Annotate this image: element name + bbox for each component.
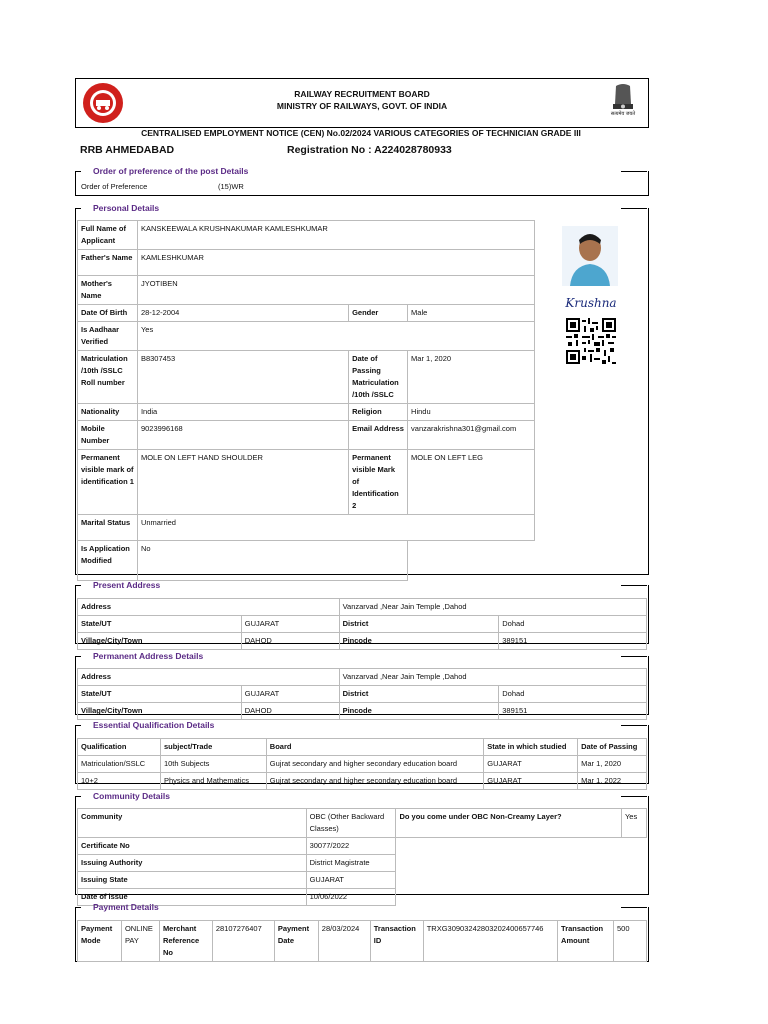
preference-label: Order of Preference (81, 182, 148, 191)
aadhaar-value: Yes (137, 322, 534, 351)
emblem-motto: सत्यमेव जयते (610, 111, 636, 117)
qual-cell: Matriculation/SSLC (78, 756, 161, 773)
frame-tick (75, 656, 81, 657)
father-name-label: Father's Name (78, 250, 138, 276)
payment-table (77, 920, 647, 962)
certificate-value: 30077/2022 (306, 838, 396, 855)
passing-date-label: Date of Passing Matriculation /10th /SSLC (349, 351, 408, 404)
mobile-value: 9023996168 (137, 421, 348, 450)
creamy-layer-value: Yes (621, 809, 646, 838)
frame-tick (621, 208, 647, 209)
mother-name-value: JYOTIBEN (137, 276, 534, 305)
personal-title: Personal Details (93, 203, 160, 213)
applicant-signature: Krushna (565, 296, 617, 310)
qual-cell: 10+2 (78, 773, 161, 790)
qual-cell: GUJARAT (484, 773, 578, 790)
qual-header-subject: subject/Trade (160, 739, 266, 756)
modified-value: No (137, 541, 407, 581)
present-district-label: District (339, 616, 499, 633)
payment-date-value: 28/03/2024 (318, 921, 370, 962)
mobile-label: Mobile Number (78, 421, 138, 450)
qual-cell: Gujrat secondary and higher secondary education board (266, 773, 483, 790)
payment-mode-value: ONLINE PAY (121, 921, 159, 962)
present-address-value: Vanzarvad ,Near Jain Temple ,Dahod (339, 599, 646, 616)
present-village-label: Village/City/Town (78, 633, 242, 650)
present-village-value: DAHOD (241, 633, 339, 650)
permanent-state-value: GUJARAT (241, 686, 339, 703)
permanent-pincode-label: Pincode (339, 703, 499, 720)
frame-tick (75, 171, 81, 172)
merchant-ref-label: Merchant Reference No (159, 921, 212, 962)
gender-value: Male (408, 305, 535, 322)
frame-tick (621, 907, 647, 908)
community-table (77, 808, 647, 906)
present-address-title: Present Address (93, 580, 161, 590)
frame-tick (75, 585, 81, 586)
permanent-village-label: Village/City/Town (78, 703, 242, 720)
qual-cell: Physics and Mathematics (160, 773, 266, 790)
gender-label: Gender (349, 305, 408, 322)
mother-name-label: Mother's Name (78, 276, 138, 305)
issuing-authority-value: District Magistrate (306, 855, 396, 872)
permanent-address-table (77, 668, 647, 720)
payment-title: Payment Details (93, 902, 159, 912)
community-label: Community (78, 809, 307, 838)
full-name-label: Full Name of Applicant (78, 221, 138, 250)
present-address-table (77, 598, 647, 650)
qual-header-state: State in which studied (484, 739, 578, 756)
permanent-address-label: Address (78, 669, 340, 686)
qualification-table (77, 738, 647, 790)
applicant-photo (562, 226, 618, 286)
qr-code (566, 318, 616, 364)
preference-value: (15)WR (218, 182, 244, 191)
table-row (78, 756, 647, 773)
frame-tick (621, 585, 647, 586)
permanent-address-title: Permanent Address Details (93, 651, 204, 661)
transaction-id-value: TRXG3090324280320240065774​6 (423, 921, 557, 962)
present-district-value: Dohad (499, 616, 647, 633)
qual-cell: GUJARAT (484, 756, 578, 773)
frame-tick (75, 796, 81, 797)
frame-tick (75, 725, 81, 726)
frame-tick (75, 208, 81, 209)
frame-tick (75, 907, 81, 908)
table-row (78, 773, 647, 790)
issue-date-value: 10/06/2022 (306, 889, 396, 906)
permanent-pincode-value: 389151 (499, 703, 647, 720)
header-box (75, 78, 649, 128)
passing-date-value: Mar 1, 2020 (408, 351, 535, 404)
issue-date-label: Date of issue (78, 889, 307, 906)
qualification-title: Essential Qualification Details (93, 720, 215, 730)
rrb-name: RRB AHMEDABAD (80, 144, 175, 156)
issuing-authority-label: Issuing Authority (78, 855, 307, 872)
email-value: vanzarakrishna301@gmail.com (408, 421, 535, 450)
transaction-id-label: Transaction ID (370, 921, 423, 962)
marital-label: Marital Status (78, 515, 138, 541)
father-name-value: KAMLESHKUMAR (137, 250, 534, 276)
merchant-ref-value: 28107276407 (212, 921, 274, 962)
qual-cell: Mar 1, 2022 (578, 773, 647, 790)
marital-value: Unmarried (137, 515, 534, 541)
nationality-label: Nationality (78, 404, 138, 421)
issuing-state-label: Issuing State (78, 872, 307, 889)
frame-tick (621, 171, 647, 172)
matric-roll-label: Matriculation /10th /SSLC Roll number (78, 351, 138, 404)
present-address-label: Address (78, 599, 340, 616)
community-title: Community Details (93, 791, 170, 801)
certificate-label: Certificate No (78, 838, 307, 855)
notice-title: CENTRALISED EMPLOYMENT NOTICE (CEN) No.02/2024 VARIOUS CATEGORIES OF TECHNICIAN GRADE III (141, 128, 581, 138)
frame-tick (621, 796, 647, 797)
qual-header-board: Board (266, 739, 483, 756)
present-state-value: GUJARAT (241, 616, 339, 633)
present-pincode-label: Pincode (339, 633, 499, 650)
ministry-title: MINISTRY OF RAILWAYS, GOVT. OF INDIA (276, 101, 448, 111)
qual-header-date: Date of Passing (578, 739, 647, 756)
dob-value: 28-12-2004 (137, 305, 348, 322)
community-value: OBC (Other Backward Classes) (306, 809, 396, 838)
present-pincode-value: 389151 (499, 633, 647, 650)
mark2-value: MOLE ON LEFT LEG (408, 450, 535, 515)
transaction-amount-label: Transaction Amount (558, 921, 614, 962)
modified-label: Is Application Modified (78, 541, 138, 581)
mark1-label: Permanent visible mark of identification 1 (78, 450, 138, 515)
issuing-state-value: GUJARAT (306, 872, 396, 889)
nationality-value: India (137, 404, 348, 421)
dob-label: Date Of Birth (78, 305, 138, 322)
qual-cell: Mar 1, 2020 (578, 756, 647, 773)
religion-label: Religion (349, 404, 408, 421)
email-label: Email Address (349, 421, 408, 450)
transaction-amount-value: 500 (614, 921, 647, 962)
board-title: RAILWAY RECRUITMENT BOARD (294, 89, 430, 99)
frame-tick (621, 725, 647, 726)
qual-header-qualification: Qualification (78, 739, 161, 756)
present-state-label: State/UT (78, 616, 242, 633)
personal-table (77, 220, 535, 581)
payment-mode-label: Payment Mode (78, 921, 122, 962)
permanent-village-value: DAHOD (241, 703, 339, 720)
preference-title: Order of preference of the post Details (93, 166, 249, 176)
qual-cell: Gujrat secondary and higher secondary education board (266, 756, 483, 773)
permanent-state-label: State/UT (78, 686, 242, 703)
qual-cell: 10th Subjects (160, 756, 266, 773)
mark2-label: Permanent visible Mark of Identification 2 (349, 450, 408, 515)
aadhaar-label: Is Aadhaar Verified (78, 322, 138, 351)
creamy-layer-label: Do you come under OBC Non-Creamy Layer? (396, 809, 622, 838)
frame-tick (621, 656, 647, 657)
religion-value: Hindu (408, 404, 535, 421)
full-name-value: KANSKEEWALA KRUSHNAKUMAR KAMLESHKUMAR (137, 221, 534, 250)
mark1-value: MOLE ON LEFT HAND SHOULDER (137, 450, 348, 515)
matric-roll-value: B8307453 (137, 351, 348, 404)
permanent-district-label: District (339, 686, 499, 703)
payment-date-label: Payment Date (274, 921, 318, 962)
permanent-address-value: Vanzarvad ,Near Jain Temple ,Dahod (339, 669, 646, 686)
registration-number: Registration No : A224028780933 (287, 144, 452, 156)
permanent-district-value: Dohad (499, 686, 647, 703)
